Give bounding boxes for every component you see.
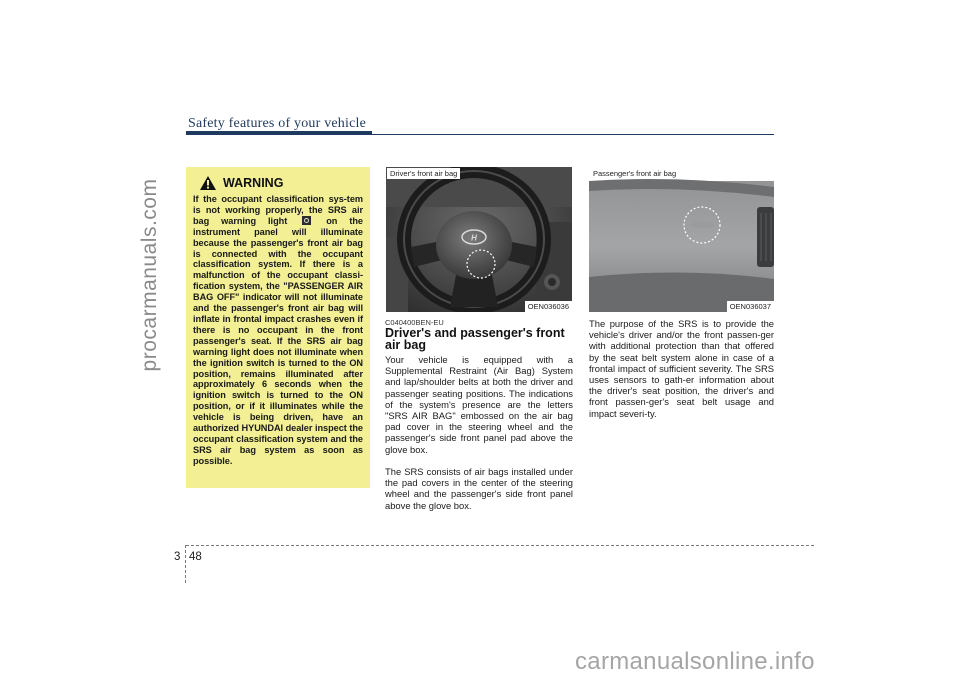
svg-text:H: H: [471, 233, 477, 243]
chapter-number: 3: [174, 551, 181, 563]
side-watermark: procarmanuals.com: [138, 178, 161, 372]
driver-airbag-code: OEN036036: [525, 301, 572, 312]
driver-airbag-label: Driver's front air bag: [387, 168, 460, 179]
driver-airbag-photo: [386, 167, 572, 312]
warning-text-part2: on the instrument panel will illuminate because the passenger's front air bag is connected with the occupant classification system. If there is a malfunction of the occupant classi-fication system, the "PASSENGER AIR BAG OFF" indicator will not illuminate and the passenger's front air bag will inflate in frontal impact crashes even if there is no occupant in the front passenger's seat. If the SRS air bag warning light does not illuminate when the ignition switch is turned to the ON position, remains illuminated after approximately 6 seconds when the ignition switch is turned to the ON position, or if it illuminates while the vehicle is being driven, have an authorized HYUNDAI dealer inspect the occupant classification system and the SRS air bag system as soon as possible.: [193, 215, 363, 466]
section-title: Safety features of your vehicle: [188, 116, 367, 131]
warning-box: [186, 167, 370, 488]
warning-header: [199, 175, 363, 191]
footer-rule: [186, 545, 814, 546]
page-number: 48: [189, 551, 202, 563]
steering-wheel-illustration: [386, 167, 572, 312]
article-heading: Driver's and passenger's front air bag: [385, 326, 565, 352]
warning-title: WARNING: [223, 176, 284, 190]
header-rule: [372, 134, 774, 135]
article-paragraph-2: The SRS consists of air bags installed under the pad covers in the center of the steering wheel and the passenger's side front panel above the glove box.: [385, 466, 573, 511]
reference-code: C040400BEN-EU: [385, 318, 444, 327]
passenger-airbag-label: Passenger's front air bag: [590, 168, 679, 179]
header-bar: [186, 131, 372, 135]
dashboard-illustration: [589, 167, 774, 312]
warning-text: [193, 194, 363, 467]
passenger-airbag-code: OEN036037: [727, 301, 774, 312]
article-paragraph-1: Your vehicle is equipped with a Supplemental Restraint (Air Bag) System and lap/shoulder belts at both the driver and passenger seating positions. The indications of the system's presence are the letters "SRS AIR BAG" embossed on the air bag pad cover in the steering wheel and the passenger's side front panel pad above the glove box.: [385, 354, 573, 455]
airbag-warning-light-icon: [302, 216, 311, 225]
article-paragraph-3: The purpose of the SRS is to provide the vehicle's driver and/or the front passen-ger with additional protection than that offered by the seat belt system alone in case of a frontal impact of sufficient severity. The SRS uses sensors to gath-er information about the driver's seat position, the driver's and front passen-ger's seat belt usage and impact severi-ty.: [589, 318, 774, 419]
warning-triangle-icon: [199, 175, 217, 191]
bottom-watermark: carmanualsonline.info: [575, 648, 815, 675]
passenger-airbag-photo: [589, 167, 774, 312]
footer-divider: [185, 545, 186, 583]
warning-text-part1: If the occupant classification sys-tem is not working properly, the SRS air bag warning light: [193, 194, 363, 226]
